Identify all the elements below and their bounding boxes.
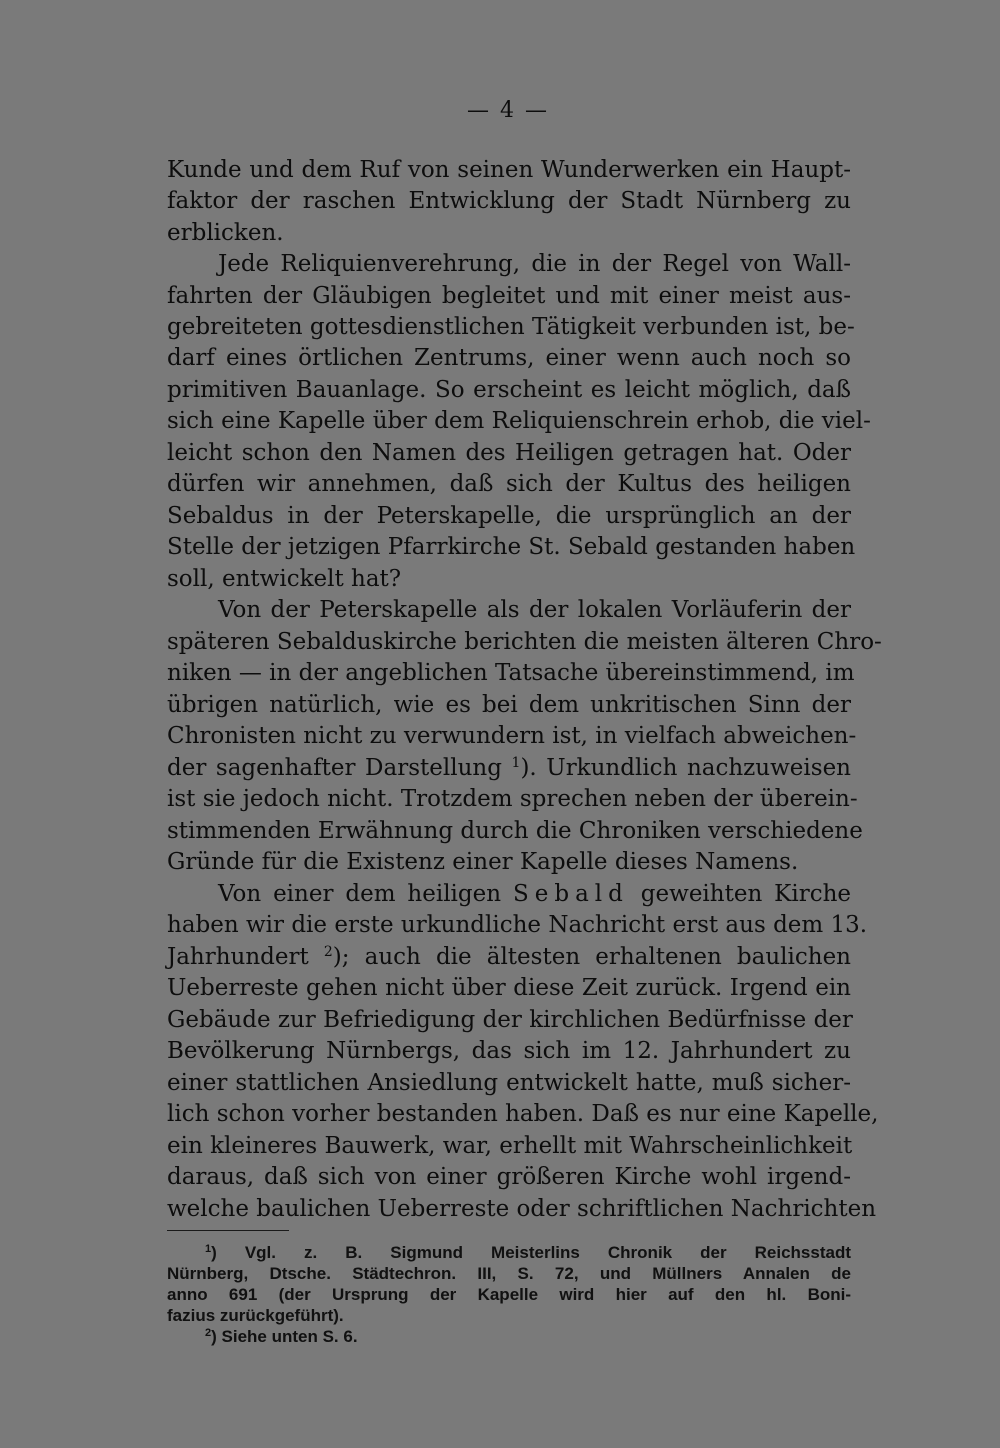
footnote-divider — [167, 1230, 289, 1231]
footnote-marker: 2 — [205, 1327, 212, 1339]
text-line: erblicken. — [167, 220, 284, 246]
text-line: stimmenden Erwähnung durch die Chroniken verschiedene — [167, 818, 863, 844]
text-line: daraus, daß sich von einer größeren Kirche wohl irgend- — [167, 1164, 851, 1190]
footnote-text: ) Vgl. z. B. Sigmund Meisterlins Chronik der Reichsstadt — [211, 1243, 851, 1262]
text-line: übrigen natürlich, wie es bei dem unkritischen Sinn der — [167, 692, 851, 718]
text-line: sich eine Kapelle über dem Reliquienschrein erhob, die viel- — [167, 408, 871, 434]
text-line: Kunde und dem Ruf von seinen Wunderwerken ein Haupt- — [167, 157, 851, 183]
text-line: faktor der raschen Entwicklung der Stadt Nürnberg zu — [167, 188, 851, 214]
text-line: niken — in der angeblichen Tatsache übereinstimmend, im — [167, 660, 855, 686]
footnote — [205, 1242, 851, 1263]
text-line: ist sie jedoch nicht. Trotzdem sprechen neben der überein- — [167, 786, 858, 812]
text-line: gebreiteten gottesdienstlichen Tätigkeit verbunden ist, be- — [167, 314, 855, 340]
text-line: darf eines örtlichen Zentrums, einer wenn auch noch so — [167, 345, 851, 371]
text-line: ein kleineres Bauwerk, war, erhellt mit Wahrscheinlichkeit — [167, 1133, 853, 1159]
footnote — [205, 1326, 851, 1347]
text-line: dürfen wir annehmen, daß sich der Kultus des heiligen — [167, 471, 851, 497]
text-segment: Von einer dem heiligen — [218, 881, 502, 907]
text-segment: Jahrhundert — [167, 944, 309, 970]
text-segment: der sagenhafter Darstellung — [167, 755, 502, 781]
footnote-line: anno 691 (der Ursprung der Kapelle wird hier auf den hl. Boni- — [167, 1285, 851, 1304]
text-line: Stelle der jetzigen Pfarrkirche St. Sebald gestanden haben — [167, 534, 856, 560]
footnote-marker: 2 — [323, 944, 333, 960]
text-line: Sebaldus in der Peterskapelle, die ursprünglich an der — [167, 503, 851, 529]
text-line: Gebäude zur Befriedigung der kirchlichen Bedürfnisse der — [167, 1007, 853, 1033]
text-line: fahrten der Gläubigen begleitet und mit einer meist aus- — [167, 283, 851, 309]
text-line — [167, 942, 851, 973]
text-line: einer stattlichen Ansiedlung entwickelt hatte, muß sicher- — [167, 1070, 851, 1096]
text-line: Gründe für die Existenz einer Kapelle dieses Namens. — [167, 849, 799, 875]
text-segment: ). Urkundlich nachzuweisen — [520, 755, 851, 781]
footnote-text: ) Siehe unten S. 6. — [211, 1327, 358, 1346]
text-line: haben wir die erste urkundliche Nachricht erst aus dem 13. — [167, 912, 868, 938]
text-line: Bevölkerung Nürnbergs, das sich im 12. Jahrhundert zu — [167, 1038, 851, 1064]
text-line: lich schon vorher bestanden haben. Daß es nur eine Kapelle, — [167, 1101, 879, 1127]
text-line: soll, entwickelt hat? — [167, 566, 402, 592]
text-segment: ); auch die ältesten erhaltenen baulichen — [332, 944, 851, 970]
text-line — [167, 753, 851, 784]
footnote-line: Nürnberg, Dtsche. Städtechron. III, S. 72, und Müllners Annalen de — [167, 1264, 851, 1283]
footnote-line: fazius zurückgeführt). — [167, 1306, 344, 1325]
text-segment: geweihten Kirche — [640, 881, 852, 907]
page-number: — 4 — — [467, 98, 549, 123]
text-line: Jede Reliquienverehrung, die in der Regel von Wall- — [218, 251, 851, 277]
text-line: primitiven Bauanlage. So erscheint es leicht möglich, daß — [167, 377, 851, 403]
text-line: Von der Peterskapelle als der lokalen Vorläuferin der — [218, 597, 851, 623]
text-line — [218, 879, 851, 910]
text-line: leicht schon den Namen des Heiligen getragen hat. Oder — [167, 440, 851, 466]
text-line: späteren Sebalduskirche berichten die meisten älteren Chro- — [167, 629, 882, 655]
footnote-marker: 1 — [205, 1243, 212, 1255]
text-line: welche baulichen Ueberreste oder schriftlichen Nachrichten — [167, 1196, 877, 1222]
text-line: Chronisten nicht zu verwundern ist, in vielfach abweichen- — [167, 723, 857, 749]
emphasized-name: Sebald — [512, 881, 629, 907]
text-line: Ueberreste gehen nicht über diese Zeit zurück. Irgend ein — [167, 975, 851, 1001]
footnote-marker: 1 — [511, 755, 521, 771]
